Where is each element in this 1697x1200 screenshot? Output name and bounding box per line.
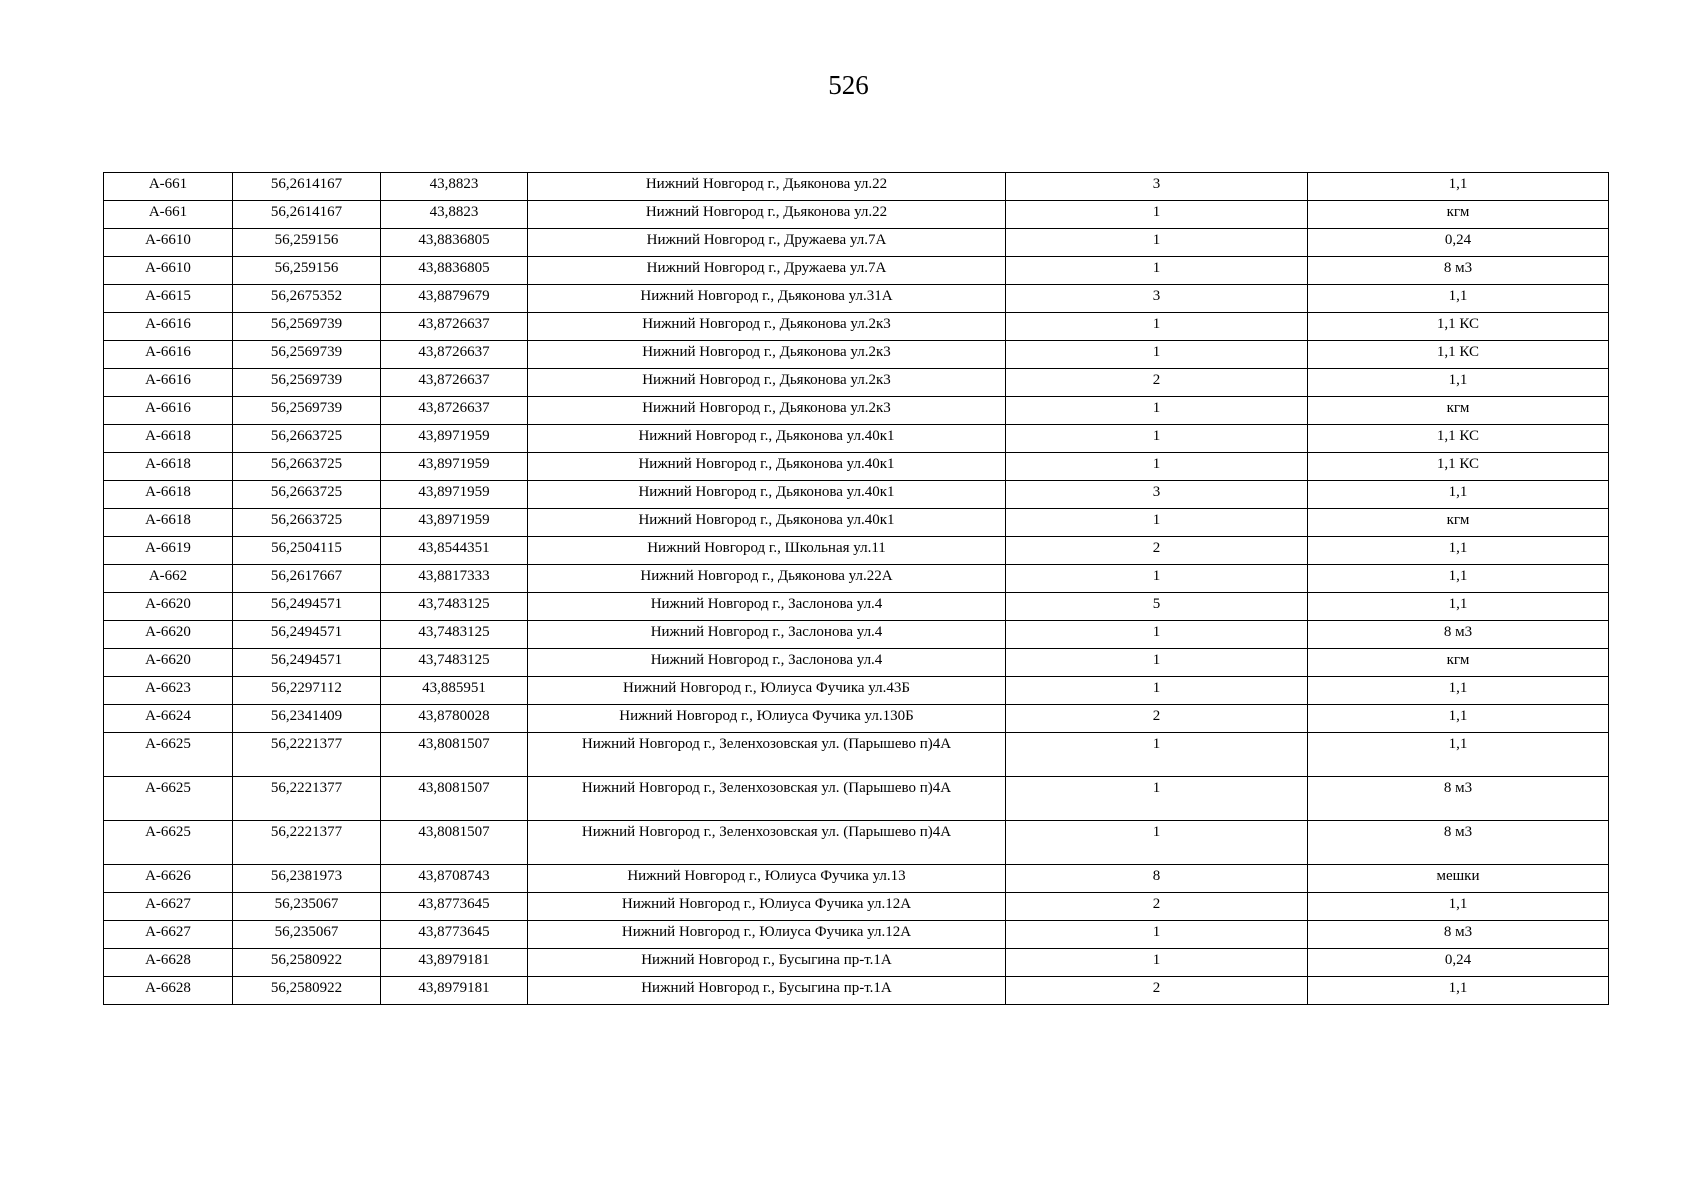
- table-row: [104, 977, 1609, 1005]
- site-id-cell: А-6616: [104, 313, 233, 341]
- container-type-cell: 1,1: [1308, 593, 1609, 621]
- address-cell: Нижний Новгород г., Дьяконова ул.31А: [528, 285, 1006, 313]
- longitude-cell: 43,8971959: [381, 481, 528, 509]
- container-type-cell: кгм: [1308, 509, 1609, 537]
- latitude-cell: 56,2663725: [233, 509, 381, 537]
- address-cell: Нижний Новгород г., Зеленхозовская ул. (Парышево п)4А: [528, 821, 1006, 865]
- address-cell: Нижний Новгород г., Заслонова ул.4: [528, 649, 1006, 677]
- longitude-cell: 43,7483125: [381, 649, 528, 677]
- latitude-cell: 56,2614167: [233, 173, 381, 201]
- table-row: [104, 893, 1609, 921]
- address-cell: Нижний Новгород г., Юлиуса Фучика ул.130Б: [528, 705, 1006, 733]
- site-id-cell: А-6624: [104, 705, 233, 733]
- container-type-cell: 8 м3: [1308, 821, 1609, 865]
- longitude-cell: 43,8836805: [381, 229, 528, 257]
- table-row: [104, 481, 1609, 509]
- address-cell: Нижний Новгород г., Дьяконова ул.40к1: [528, 481, 1006, 509]
- site-id-cell: А-6625: [104, 777, 233, 821]
- container-count-cell: 1: [1006, 777, 1308, 821]
- address-cell: Нижний Новгород г., Дьяконова ул.22: [528, 173, 1006, 201]
- site-id-cell: А-6618: [104, 509, 233, 537]
- container-type-cell: 1,1: [1308, 893, 1609, 921]
- container-count-cell: 1: [1006, 313, 1308, 341]
- latitude-cell: 56,2614167: [233, 201, 381, 229]
- latitude-cell: 56,259156: [233, 257, 381, 285]
- table-row: [104, 821, 1609, 865]
- table-row: [104, 733, 1609, 777]
- container-type-cell: 1,1 КС: [1308, 453, 1609, 481]
- table-row: [104, 777, 1609, 821]
- address-cell: Нижний Новгород г., Дьяконова ул.40к1: [528, 425, 1006, 453]
- container-type-cell: 1,1: [1308, 677, 1609, 705]
- container-count-cell: 2: [1006, 705, 1308, 733]
- site-id-cell: А-6616: [104, 369, 233, 397]
- longitude-cell: 43,8081507: [381, 777, 528, 821]
- latitude-cell: 56,2297112: [233, 677, 381, 705]
- longitude-cell: 43,7483125: [381, 593, 528, 621]
- address-cell: Нижний Новгород г., Юлиуса Фучика ул.13: [528, 865, 1006, 893]
- latitude-cell: 56,2381973: [233, 865, 381, 893]
- container-type-cell: 1,1: [1308, 369, 1609, 397]
- address-cell: Нижний Новгород г., Зеленхозовская ул. (Парышево п)4А: [528, 733, 1006, 777]
- site-id-cell: А-6620: [104, 621, 233, 649]
- site-id-cell: А-6616: [104, 341, 233, 369]
- site-id-cell: А-6627: [104, 893, 233, 921]
- container-type-cell: 8 м3: [1308, 621, 1609, 649]
- latitude-cell: 56,2221377: [233, 821, 381, 865]
- latitude-cell: 56,2580922: [233, 949, 381, 977]
- longitude-cell: 43,8971959: [381, 453, 528, 481]
- longitude-cell: 43,8708743: [381, 865, 528, 893]
- longitude-cell: 43,8836805: [381, 257, 528, 285]
- table-row: [104, 593, 1609, 621]
- container-count-cell: 1: [1006, 949, 1308, 977]
- table-row: [104, 621, 1609, 649]
- longitude-cell: 43,8773645: [381, 921, 528, 949]
- address-cell: Нижний Новгород г., Дьяконова ул.22А: [528, 565, 1006, 593]
- container-type-cell: 1,1: [1308, 481, 1609, 509]
- container-count-cell: 1: [1006, 621, 1308, 649]
- longitude-cell: 43,8780028: [381, 705, 528, 733]
- latitude-cell: 56,2663725: [233, 453, 381, 481]
- container-count-cell: 8: [1006, 865, 1308, 893]
- table-row: [104, 313, 1609, 341]
- longitude-cell: 43,8544351: [381, 537, 528, 565]
- site-id-cell: А-6627: [104, 921, 233, 949]
- latitude-cell: 56,2341409: [233, 705, 381, 733]
- latitude-cell: 56,2504115: [233, 537, 381, 565]
- address-cell: Нижний Новгород г., Дьяконова ул.2к3: [528, 341, 1006, 369]
- longitude-cell: 43,8081507: [381, 821, 528, 865]
- table-row: [104, 257, 1609, 285]
- longitude-cell: 43,8726637: [381, 313, 528, 341]
- table-row: [104, 949, 1609, 977]
- site-id-cell: А-661: [104, 201, 233, 229]
- container-count-cell: 1: [1006, 229, 1308, 257]
- latitude-cell: 56,2221377: [233, 733, 381, 777]
- latitude-cell: 56,2569739: [233, 341, 381, 369]
- registry-table: [103, 172, 1609, 1005]
- site-id-cell: А-6628: [104, 977, 233, 1005]
- latitude-cell: 56,235067: [233, 893, 381, 921]
- container-count-cell: 1: [1006, 397, 1308, 425]
- latitude-cell: 56,2569739: [233, 313, 381, 341]
- container-type-cell: 1,1: [1308, 705, 1609, 733]
- address-cell: Нижний Новгород г., Дьяконова ул.40к1: [528, 509, 1006, 537]
- address-cell: Нижний Новгород г., Заслонова ул.4: [528, 593, 1006, 621]
- table-row: [104, 677, 1609, 705]
- table-row: [104, 649, 1609, 677]
- site-id-cell: А-6610: [104, 257, 233, 285]
- container-count-cell: 5: [1006, 593, 1308, 621]
- longitude-cell: 43,8879679: [381, 285, 528, 313]
- container-type-cell: 1,1: [1308, 977, 1609, 1005]
- site-id-cell: А-6626: [104, 865, 233, 893]
- container-type-cell: кгм: [1308, 649, 1609, 677]
- longitude-cell: 43,8823: [381, 173, 528, 201]
- latitude-cell: 56,2580922: [233, 977, 381, 1005]
- latitude-cell: 56,2569739: [233, 369, 381, 397]
- latitude-cell: 56,259156: [233, 229, 381, 257]
- longitude-cell: 43,8726637: [381, 397, 528, 425]
- container-count-cell: 2: [1006, 893, 1308, 921]
- container-count-cell: 1: [1006, 341, 1308, 369]
- table-row: [104, 453, 1609, 481]
- container-count-cell: 2: [1006, 369, 1308, 397]
- site-id-cell: А-6618: [104, 425, 233, 453]
- container-type-cell: 0,24: [1308, 949, 1609, 977]
- container-count-cell: 1: [1006, 821, 1308, 865]
- site-id-cell: А-6618: [104, 481, 233, 509]
- longitude-cell: 43,8971959: [381, 425, 528, 453]
- container-type-cell: 1,1: [1308, 537, 1609, 565]
- container-type-cell: 1,1 КС: [1308, 341, 1609, 369]
- latitude-cell: 56,2494571: [233, 649, 381, 677]
- table-row: [104, 537, 1609, 565]
- site-id-cell: А-6618: [104, 453, 233, 481]
- longitude-cell: 43,8979181: [381, 949, 528, 977]
- longitude-cell: 43,8979181: [381, 977, 528, 1005]
- site-id-cell: А-6620: [104, 649, 233, 677]
- site-id-cell: А-6625: [104, 733, 233, 777]
- site-id-cell: А-6620: [104, 593, 233, 621]
- longitude-cell: 43,8971959: [381, 509, 528, 537]
- longitude-cell: 43,885951: [381, 677, 528, 705]
- address-cell: Нижний Новгород г., Школьная ул.11: [528, 537, 1006, 565]
- longitude-cell: 43,8081507: [381, 733, 528, 777]
- table-row: [104, 921, 1609, 949]
- page-number: 526: [828, 70, 869, 100]
- address-cell: Нижний Новгород г., Дружаева ул.7А: [528, 257, 1006, 285]
- container-type-cell: 8 м3: [1308, 257, 1609, 285]
- latitude-cell: 56,2663725: [233, 481, 381, 509]
- container-count-cell: 3: [1006, 481, 1308, 509]
- container-count-cell: 1: [1006, 425, 1308, 453]
- latitude-cell: 56,2494571: [233, 621, 381, 649]
- table-row: [104, 229, 1609, 257]
- longitude-cell: 43,8773645: [381, 893, 528, 921]
- site-id-cell: А-662: [104, 565, 233, 593]
- address-cell: Нижний Новгород г., Дьяконова ул.2к3: [528, 397, 1006, 425]
- address-cell: Нижний Новгород г., Юлиуса Фучика ул.12А: [528, 921, 1006, 949]
- container-count-cell: 2: [1006, 977, 1308, 1005]
- address-cell: Нижний Новгород г., Заслонова ул.4: [528, 621, 1006, 649]
- table-body: [104, 173, 1609, 1005]
- table-row: [104, 705, 1609, 733]
- table-row: [104, 369, 1609, 397]
- container-type-cell: 1,1: [1308, 285, 1609, 313]
- table-row: [104, 173, 1609, 201]
- address-cell: Нижний Новгород г., Дьяконова ул.22: [528, 201, 1006, 229]
- site-id-cell: А-661: [104, 173, 233, 201]
- address-cell: Нижний Новгород г., Дружаева ул.7А: [528, 229, 1006, 257]
- container-type-cell: кгм: [1308, 201, 1609, 229]
- container-type-cell: 0,24: [1308, 229, 1609, 257]
- container-count-cell: 1: [1006, 257, 1308, 285]
- table-row: [104, 425, 1609, 453]
- address-cell: Нижний Новгород г., Бусыгина пр-т.1А: [528, 949, 1006, 977]
- container-count-cell: 1: [1006, 921, 1308, 949]
- latitude-cell: 56,2221377: [233, 777, 381, 821]
- container-type-cell: 1,1: [1308, 565, 1609, 593]
- address-cell: Нижний Новгород г., Зеленхозовская ул. (Парышево п)4А: [528, 777, 1006, 821]
- container-type-cell: 1,1 КС: [1308, 313, 1609, 341]
- address-cell: Нижний Новгород г., Дьяконова ул.40к1: [528, 453, 1006, 481]
- table-row: [104, 341, 1609, 369]
- table-row: [104, 397, 1609, 425]
- container-count-cell: 1: [1006, 201, 1308, 229]
- container-count-cell: 1: [1006, 649, 1308, 677]
- container-count-cell: 1: [1006, 565, 1308, 593]
- site-id-cell: А-6610: [104, 229, 233, 257]
- address-cell: Нижний Новгород г., Юлиуса Фучика ул.43Б: [528, 677, 1006, 705]
- container-count-cell: 2: [1006, 537, 1308, 565]
- container-type-cell: 1,1 КС: [1308, 425, 1609, 453]
- address-cell: Нижний Новгород г., Дьяконова ул.2к3: [528, 369, 1006, 397]
- container-type-cell: кгм: [1308, 397, 1609, 425]
- container-count-cell: 1: [1006, 509, 1308, 537]
- container-type-cell: 8 м3: [1308, 921, 1609, 949]
- site-id-cell: А-6619: [104, 537, 233, 565]
- container-count-cell: 3: [1006, 285, 1308, 313]
- latitude-cell: 56,2675352: [233, 285, 381, 313]
- site-id-cell: А-6615: [104, 285, 233, 313]
- table-row: [104, 509, 1609, 537]
- site-id-cell: А-6625: [104, 821, 233, 865]
- container-count-cell: 3: [1006, 173, 1308, 201]
- table-row: [104, 865, 1609, 893]
- site-id-cell: А-6616: [104, 397, 233, 425]
- latitude-cell: 56,2569739: [233, 397, 381, 425]
- container-type-cell: 8 м3: [1308, 777, 1609, 821]
- site-id-cell: А-6623: [104, 677, 233, 705]
- latitude-cell: 56,235067: [233, 921, 381, 949]
- table-row: [104, 565, 1609, 593]
- latitude-cell: 56,2617667: [233, 565, 381, 593]
- site-id-cell: А-6628: [104, 949, 233, 977]
- table-row: [104, 201, 1609, 229]
- latitude-cell: 56,2663725: [233, 425, 381, 453]
- container-type-cell: мешки: [1308, 865, 1609, 893]
- latitude-cell: 56,2494571: [233, 593, 381, 621]
- longitude-cell: 43,8817333: [381, 565, 528, 593]
- table-row: [104, 285, 1609, 313]
- container-type-cell: 1,1: [1308, 173, 1609, 201]
- longitude-cell: 43,8726637: [381, 341, 528, 369]
- container-count-cell: 1: [1006, 453, 1308, 481]
- address-cell: Нижний Новгород г., Юлиуса Фучика ул.12А: [528, 893, 1006, 921]
- container-count-cell: 1: [1006, 677, 1308, 705]
- longitude-cell: 43,7483125: [381, 621, 528, 649]
- container-type-cell: 1,1: [1308, 733, 1609, 777]
- address-cell: Нижний Новгород г., Бусыгина пр-т.1А: [528, 977, 1006, 1005]
- longitude-cell: 43,8726637: [381, 369, 528, 397]
- longitude-cell: 43,8823: [381, 201, 528, 229]
- address-cell: Нижний Новгород г., Дьяконова ул.2к3: [528, 313, 1006, 341]
- container-count-cell: 1: [1006, 733, 1308, 777]
